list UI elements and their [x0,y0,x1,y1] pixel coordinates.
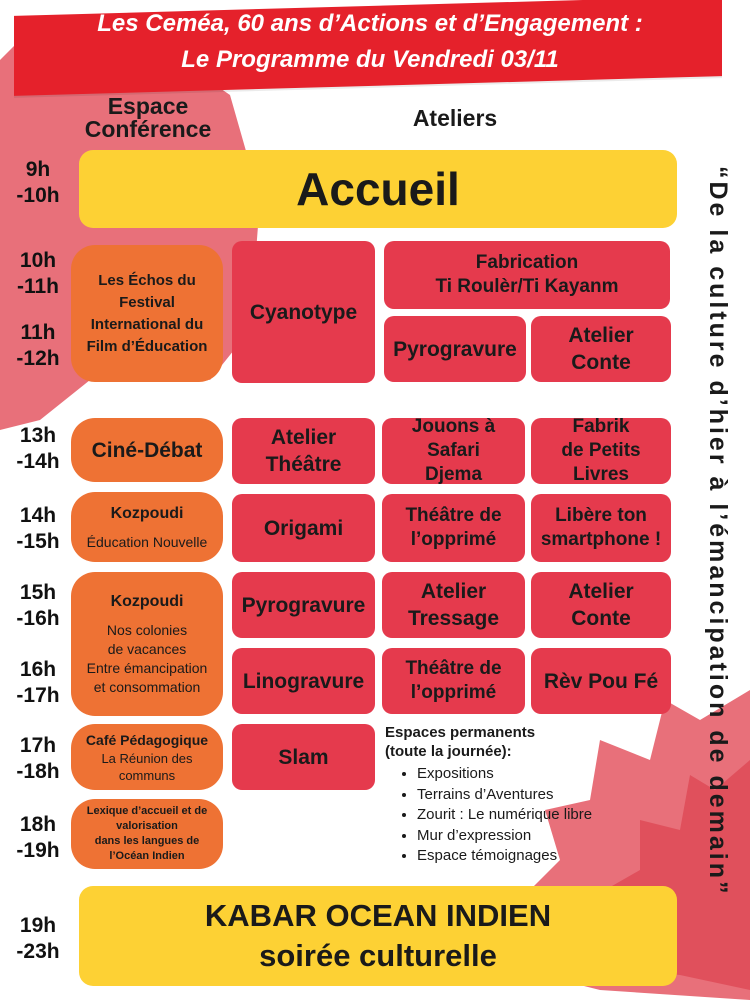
atelier-conte-morning [531,316,671,382]
atelier-cyanotype [232,241,375,383]
time-15h [6,580,70,632]
atelier-slam [232,724,375,790]
atelier-text: Ti Roulèr/Ti Kayanm [435,276,619,297]
atelier-text: Rèv Pou Fé [543,669,659,693]
header-title-line1: Les Ceméa, 60 ans d’Actions et d’Engagement : [97,10,643,37]
time-label: -11h [16,275,60,298]
event-lexique [71,799,223,869]
atelier-text: Fabrication [475,252,579,273]
time-label: -14h [16,450,60,473]
event-kozpoudi-education [71,492,223,562]
atelier-text: Atelier [420,580,487,603]
atelier-jouons-safari [382,418,525,484]
time-16h [6,657,70,709]
event-text: Lexique d’accueil et de [86,805,208,817]
event-text: Les Échos du [98,271,196,289]
time-label: 9h [25,158,51,181]
event-subtitle: Éducation Nouvelle [86,533,208,550]
atelier-text: Atelier [568,324,634,347]
atelier-pyrogravure-afternoon [232,572,375,638]
list-item: • Expositions [417,764,592,785]
atelier-text: Pyrogravure [241,593,366,617]
atelier-conte-afternoon [531,572,671,638]
event-title: Kozpoudi [110,593,184,610]
time-label: 13h [19,424,57,447]
event-text: International du [90,315,204,333]
atelier-text: Tressage [407,607,500,630]
atelier-text: Fabrik [572,416,630,437]
atelier-text: Atelier [568,580,634,603]
side-quote: “De la culture d’hier à l’émancipation de demain” [704,165,732,897]
event-title: Kozpoudi [110,504,184,522]
atelier-fabrik-livres [531,418,671,484]
time-label: 10h [19,249,57,272]
accueil-block [79,150,677,228]
event-subtitle: et consommation [93,679,201,695]
atelier-text: Djema [424,464,483,485]
event-text: valorisation [116,820,178,832]
event-text: Festival [119,293,175,311]
atelier-rev-pou-fe [531,648,671,714]
evening-block [79,886,677,986]
atelier-fabrication [384,241,670,309]
time-18h [6,812,70,864]
atelier-text: Cyanotype [249,300,358,324]
atelier-text: Linogravure [242,669,365,693]
atelier-text: l’opprimé [410,682,497,703]
atelier-text: Théâtre [265,453,342,476]
atelier-text: Libère ton [555,505,647,526]
time-label: 19h [19,914,57,937]
atelier-tressage [382,572,525,638]
evening-subtitle: soirée culturelle [259,938,497,973]
atelier-origami [232,494,375,562]
event-kozpoudi-colonies [71,572,223,716]
atelier-libere-smartphone [531,494,671,562]
evening-title: KABAR OCEAN INDIEN [204,898,552,933]
event-subtitle: communs [118,767,176,783]
accueil-label: Accueil [296,163,460,215]
atelier-text: Slam [278,745,329,769]
atelier-text: Théâtre de [405,505,502,526]
atelier-theatre [232,418,375,484]
atelier-text: Atelier [270,426,337,449]
event-text: dans les langues de [94,835,200,847]
atelier-theatre-opprime-2 [382,648,525,714]
atelier-text: Théâtre de [405,658,502,679]
list-item: • Espace témoignages [417,846,592,867]
header-title [20,6,720,78]
column-header-conference [72,95,224,141]
time-label: -18h [16,760,60,783]
time-label: 16h [19,658,57,681]
time-17h [6,733,70,785]
event-subtitle: La Réunion des [101,750,193,766]
time-label: -17h [16,684,60,707]
atelier-text: Pyrogravure [393,337,517,361]
time-label: 14h [19,504,57,527]
atelier-text: smartphone ! [540,529,662,550]
event-title: Café Pédagogique [85,731,209,748]
atelier-text: l’opprimé [410,529,497,550]
list-item: • Mur d’expression [417,826,592,847]
permanent-spaces-title-line2: (toute la journée): [385,743,512,760]
atelier-text: Conte [571,351,631,374]
column-header-conference-line1: Espace [107,93,189,119]
time-label: -12h [16,347,60,370]
atelier-linogravure [232,648,375,714]
time-14h [6,503,70,555]
atelier-pyrogravure-morning [384,316,526,382]
column-header-conference-line2: Conférence [84,116,212,142]
atelier-text: Origami [263,516,344,540]
event-text: Film d’Éducation [86,337,208,355]
event-text: l’Océan Indien [109,850,185,862]
list-item: • Terrains d’Aventures [417,785,592,806]
atelier-text: de Petits Livres [561,440,641,485]
event-text: Ciné-Débat [91,438,203,462]
event-cine-debat [71,418,223,482]
atelier-theatre-opprime-1 [382,494,525,562]
list-item: • Zourit : Le numérique libre [417,805,592,826]
event-subtitle: de vacances [107,641,187,657]
time-label: -19h [16,839,60,862]
time-label: -23h [16,940,60,963]
time-label: 11h [20,321,56,344]
time-13h [6,423,70,475]
event-subtitle: Nos colonies [106,622,188,638]
atelier-text: Jouons à Safari [411,416,496,461]
time-label: -16h [16,607,60,630]
permanent-spaces-list [385,764,592,867]
time-10h [6,248,70,300]
time-label: 15h [19,581,57,604]
permanent-spaces [385,723,592,867]
column-header-ateliers: Ateliers [412,105,498,131]
event-cafe-pedagogique [71,724,223,790]
atelier-text: Conte [571,607,631,630]
time-label: -15h [16,530,60,553]
time-label: 18h [19,813,57,836]
time-9h [6,157,70,209]
permanent-spaces-title-line1: Espaces permanents [385,724,536,741]
time-label: -10h [16,184,60,207]
event-echos-festival [71,245,223,382]
event-subtitle: Entre émancipation [86,660,208,676]
time-11h [6,320,70,372]
time-19h [6,913,70,965]
header-title-line2: Le Programme du Vendredi 03/11 [181,46,559,73]
time-label: 17h [19,734,57,757]
